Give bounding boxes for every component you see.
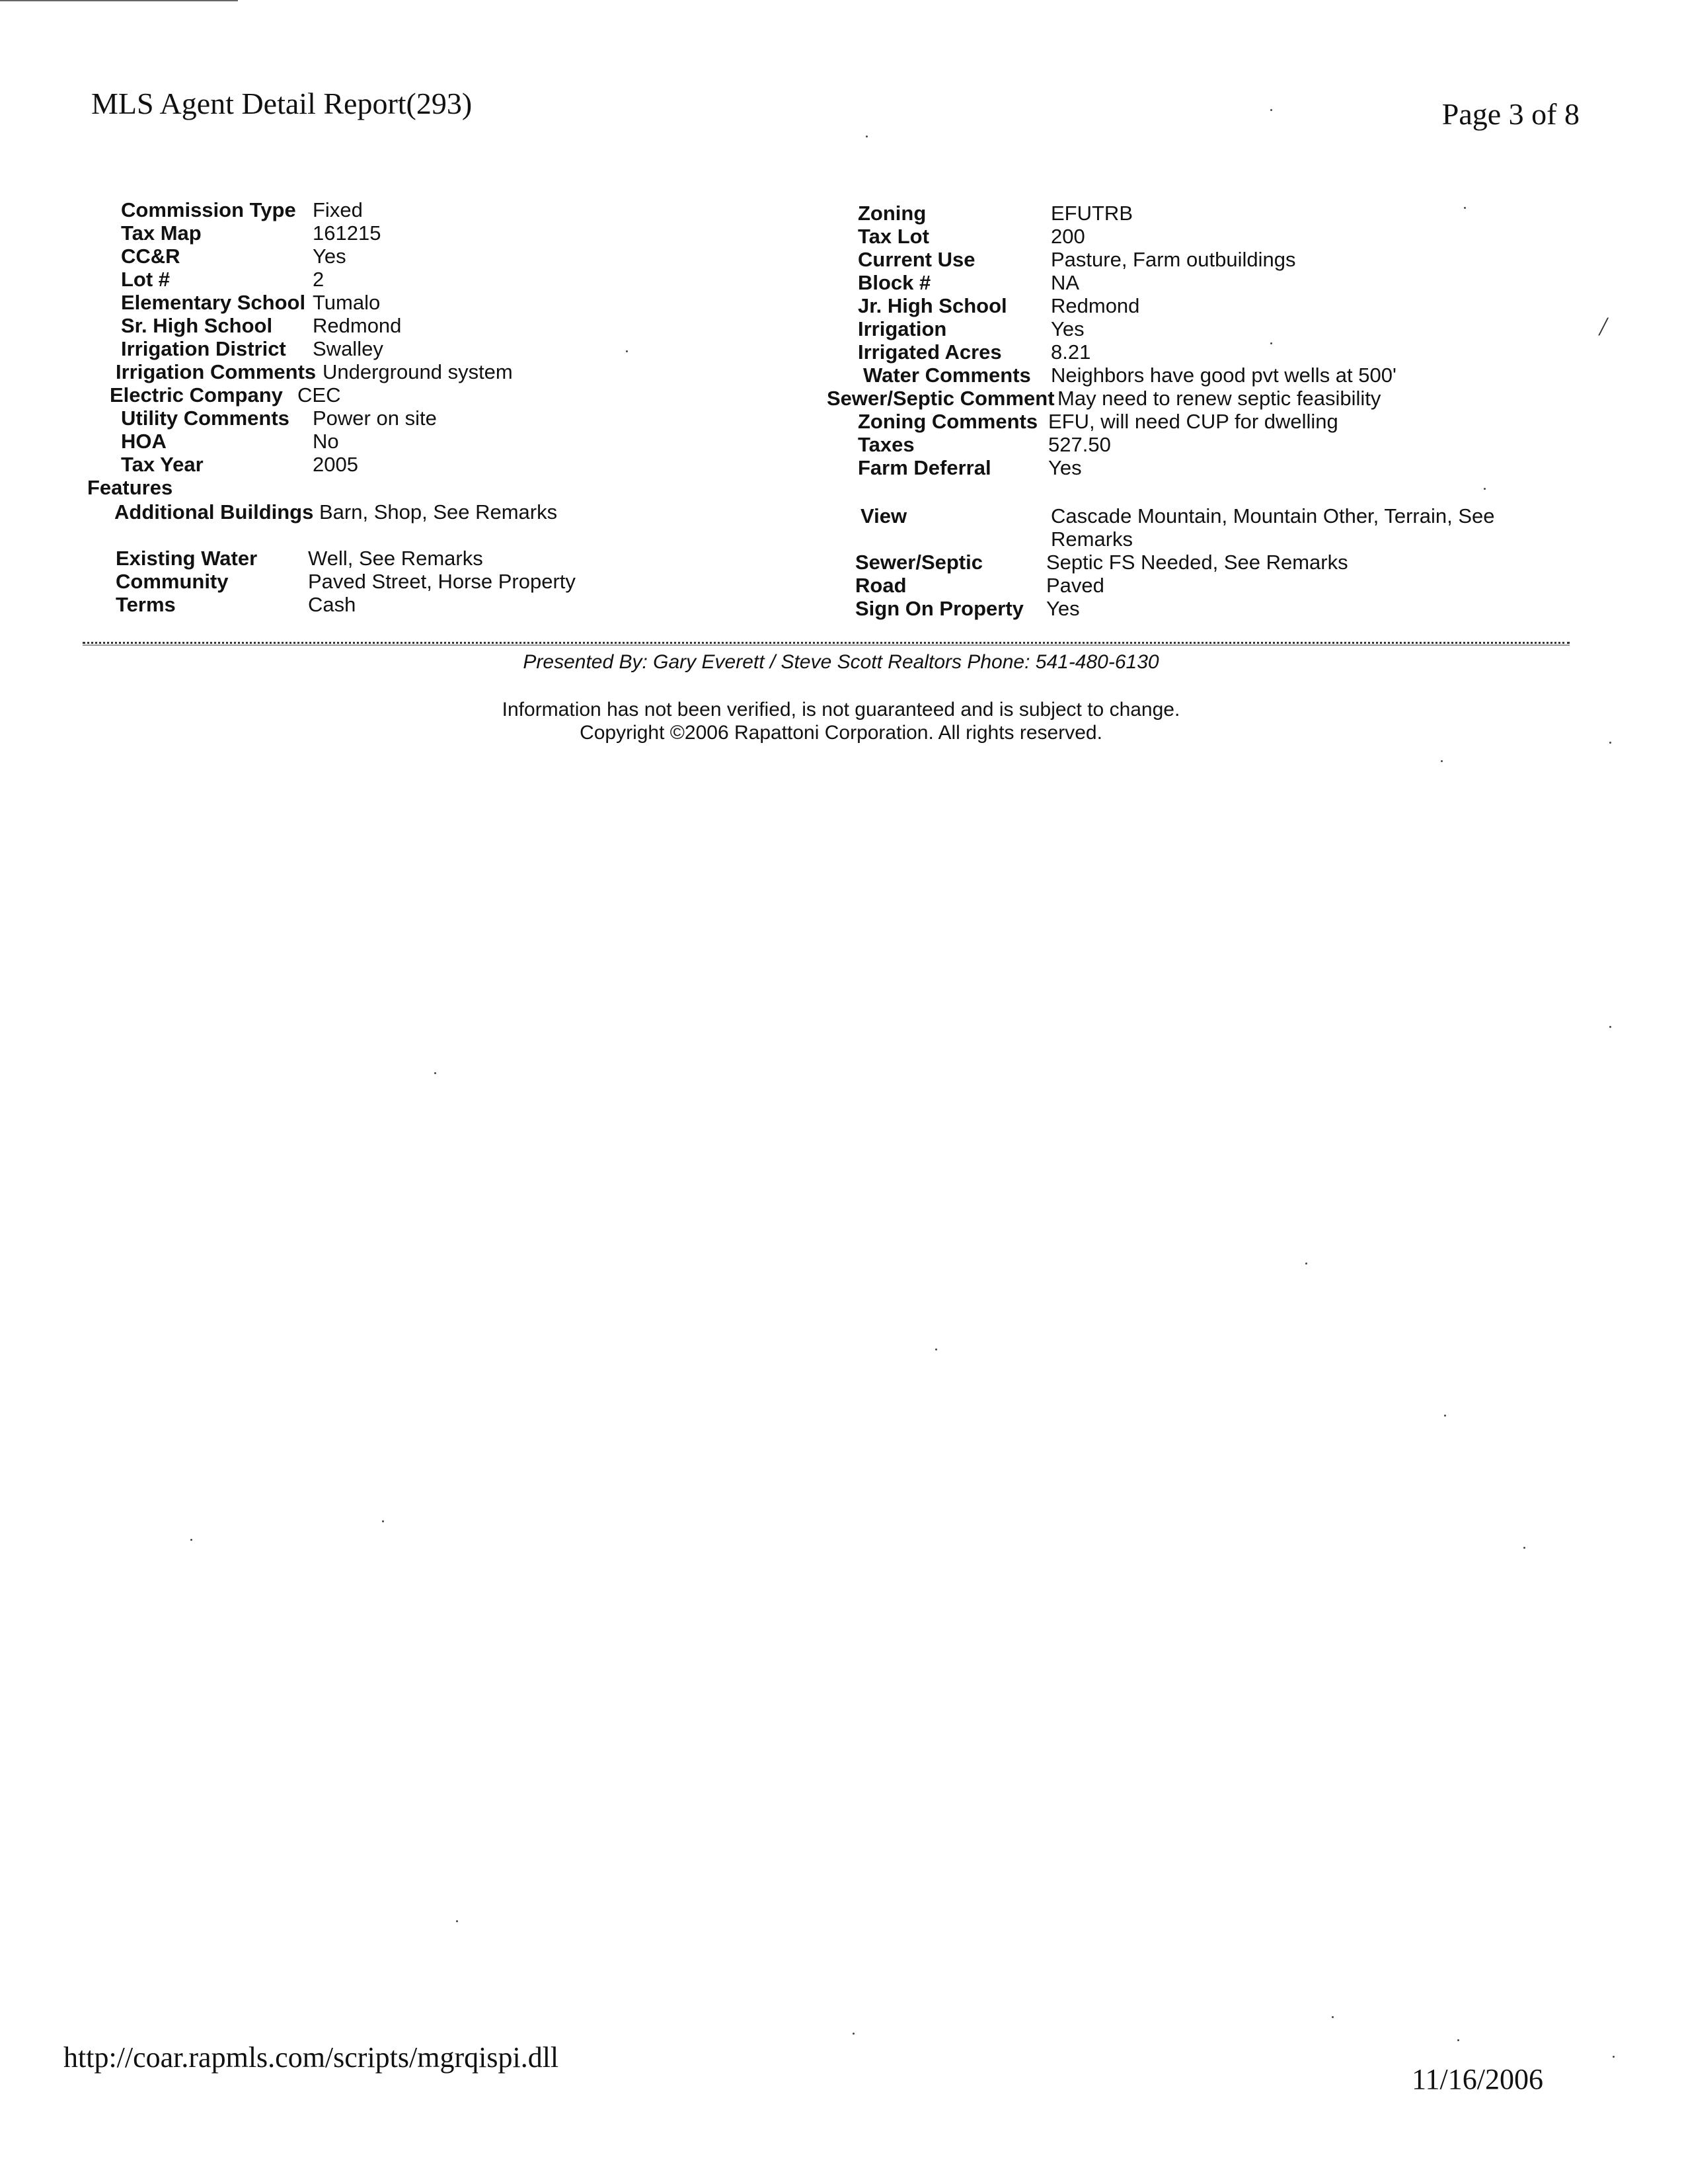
field-value: Yes	[1051, 317, 1085, 340]
field-label: Sewer/Septic Comment	[827, 387, 1055, 410]
scan-speck	[1484, 488, 1486, 490]
scan-speck	[382, 1520, 384, 1522]
field-value: 2005	[313, 453, 358, 476]
feature-value: Cascade Mountain, Mountain Other, Terrain, See	[1051, 504, 1495, 527]
field-label: Tax Year	[121, 453, 204, 476]
footer-date: 11/16/2006	[1412, 2063, 1543, 2095]
presented-by: Presented By: Gary Everett / Steve Scott Realtors Phone: 541-480-6130	[523, 651, 1159, 673]
scan-speck	[456, 1920, 458, 1922]
field-value: Yes	[313, 245, 346, 268]
field-value: Yes	[1048, 456, 1082, 479]
field-value: NA	[1051, 271, 1080, 294]
field-value: 527.50	[1048, 433, 1111, 456]
field-label: Tax Map	[121, 221, 202, 245]
scan-speck	[1464, 207, 1466, 209]
field-value: Redmond	[1051, 294, 1140, 317]
field-label: Elementary School	[121, 291, 306, 314]
field-label: Electric Company	[110, 383, 283, 407]
scan-speck	[434, 1072, 436, 1074]
scan-speck	[1523, 1547, 1525, 1549]
feature-label: Sign On Property	[855, 597, 1024, 620]
field-label: Irrigation Comments	[116, 360, 317, 383]
feature-label: Terms	[116, 593, 176, 616]
scan-speck	[1457, 2039, 1459, 2041]
field-label: Jr. High School	[858, 294, 1007, 317]
field-value: 2	[313, 268, 325, 291]
feature-value: Paved Street, Horse Property	[308, 570, 576, 593]
field-label: Utility Comments	[121, 407, 289, 430]
scan-speck	[853, 2033, 855, 2035]
scan-mark: /	[1599, 311, 1607, 341]
scan-speck	[866, 136, 868, 137]
feature-value: Barn, Shop, See Remarks	[319, 500, 558, 524]
feature-value: Yes	[1046, 597, 1080, 620]
field-value: No	[313, 430, 339, 453]
scan-speck	[1270, 342, 1272, 344]
field-value: Neighbors have good pvt wells at 500'	[1051, 364, 1396, 387]
feature-value: Septic FS Needed, See Remarks	[1046, 551, 1348, 574]
field-value: Tumalo	[313, 291, 381, 314]
scan-speck	[626, 350, 628, 352]
feature-value: Cash	[308, 593, 356, 616]
field-label: Zoning Comments	[858, 410, 1038, 433]
scan-speck	[1270, 109, 1272, 111]
field-value: 200	[1051, 225, 1085, 248]
field-value: Swalley	[313, 337, 383, 360]
field-value: 8.21	[1051, 340, 1091, 364]
field-label: Current Use	[858, 248, 975, 271]
scan-speck	[190, 1539, 192, 1541]
feature-value: Well, See Remarks	[308, 547, 483, 570]
field-label: CC&R	[121, 245, 180, 268]
field-label: Taxes	[858, 433, 915, 456]
feature-label: Community	[116, 570, 229, 593]
feature-label: Additional Buildings	[114, 500, 314, 524]
field-label: Irrigation District	[121, 337, 286, 360]
scan-speck	[1609, 742, 1611, 744]
field-label: Farm Deferral	[858, 456, 991, 479]
scan-speck	[935, 1348, 937, 1350]
field-label: Lot #	[121, 268, 171, 291]
feature-label: Sewer/Septic	[855, 551, 983, 574]
copyright-text: Copyright ©2006 Rapattoni Corporation. All rights reserved.	[580, 722, 1102, 744]
scan-speck	[1305, 1263, 1307, 1265]
field-label: Commission Type	[121, 198, 296, 221]
field-value: Underground system	[323, 360, 513, 383]
field-value: CEC	[297, 383, 341, 407]
scan-speck	[1444, 1415, 1446, 1417]
field-value: EFUTRB	[1051, 202, 1133, 225]
feature-value-continued: Remarks	[1051, 527, 1133, 551]
section-divider-shadow	[83, 644, 1570, 646]
field-value: EFU, will need CUP for dwelling	[1048, 410, 1338, 433]
field-label: HOA	[121, 430, 167, 453]
section-divider	[83, 642, 1570, 644]
field-label: Irrigation	[858, 317, 947, 340]
field-label: Water Comments	[863, 364, 1031, 387]
field-label: Tax Lot	[858, 225, 929, 248]
scan-speck	[1613, 2056, 1615, 2058]
feature-label: View	[860, 504, 907, 527]
field-label: Sr. High School	[121, 314, 273, 337]
footer-url: http://coar.rapmls.com/scripts/mgrqispi.dll	[63, 2041, 559, 2074]
field-value: Redmond	[313, 314, 402, 337]
feature-label: Road	[855, 574, 907, 597]
field-value: Fixed	[313, 198, 363, 221]
field-label: Block #	[858, 271, 931, 294]
features-heading: Features	[87, 476, 173, 499]
field-label: Irrigated Acres	[858, 340, 1002, 364]
scan-corner-mark	[0, 0, 238, 1]
feature-value: Paved	[1046, 574, 1104, 597]
page-number: Page 3 of 8	[1441, 97, 1580, 131]
scan-speck	[1441, 760, 1443, 762]
scan-speck	[1609, 1026, 1611, 1028]
disclaimer-text: Information has not been verified, is not guaranteed and is subject to change.	[502, 699, 1180, 721]
scan-speck	[1332, 2016, 1334, 2018]
feature-label: Existing Water	[116, 547, 258, 570]
field-value: Power on site	[313, 407, 437, 430]
field-value: Pasture, Farm outbuildings	[1051, 248, 1296, 271]
field-value: May need to renew septic feasibility	[1057, 387, 1381, 410]
report-title: MLS Agent Detail Report(293)	[91, 87, 473, 120]
field-label: Zoning	[858, 202, 927, 225]
field-value: 161215	[313, 221, 381, 245]
